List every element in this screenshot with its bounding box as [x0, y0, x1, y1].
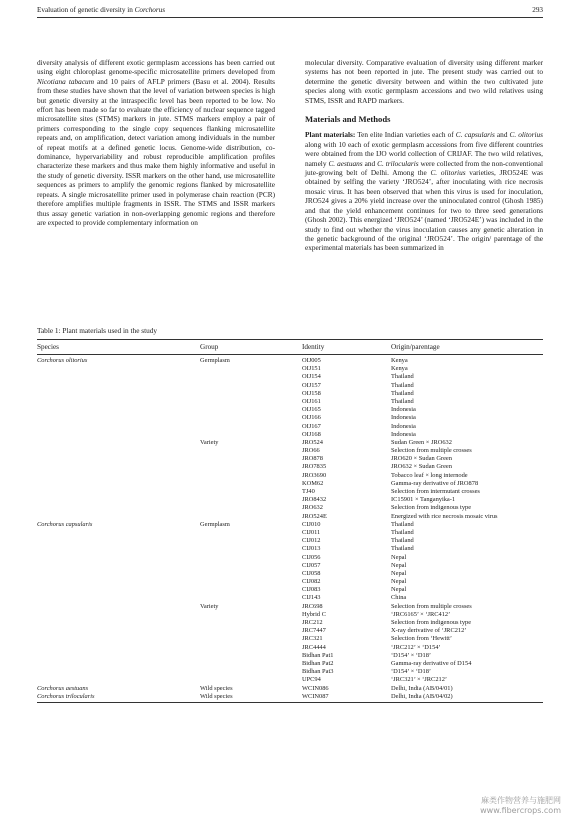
cell-identity: OIJ157: [302, 381, 321, 389]
cell-origin: Thailand: [391, 537, 414, 545]
page-number: 293: [532, 6, 543, 14]
cell-origin: ‘JRC212’ × ‘D154’: [391, 643, 441, 651]
cell-identity: JRO66: [302, 447, 320, 455]
header-group: Group: [200, 343, 219, 351]
table-row: [37, 603, 543, 611]
table-row: [37, 660, 543, 668]
running-title: Evaluation of genetic diversity in Corchorus: [37, 6, 166, 14]
table-row: [37, 627, 543, 635]
left-paragraph: diversity analysis of different exotic germplasm accessions has been carried out using eight chloroplast genome-specific microsatellite primers developed from Nicotiana tabacum and 10 pairs of AFLP primers (Basu et al. 2004). Results from these studies have shown that the level of variation between species is high but genetic diversity at the intraspecific level has been reported to be low. No effort has been made so far to evaluate the efficiency of nuclear sequence tagged microsatellite sites (STMS) markers in jute. STMS markers employ a pair of primers corresponding to the single copy sequences flanking microsatellite repeats and, on amplification, detect variation among individuals in the number of repeat motifs at a defined genetic locus. Genome-wide distribution, co-dominance, hypervariability and robust reproducible amplification profiles characterize these markers and thus make them highly informative and useful in the study of genetic diversity. ISSR markers on the other hand, use microsatellite sequences as primers to amplify the genomic regions flanked by microsatellite repeats. A single microsatellite primer used in polymerase chain reaction (PCR) therefore amplifies multiple fragments in ISSR. The STMS and ISSR markers thus assay genetic variation in non-overlapping genomic regions and therefore are expected to provide complementary information on: [37, 58, 275, 227]
table-row: [37, 398, 543, 406]
cell-identity: JRC7447: [302, 627, 326, 635]
cell-origin: Selection from indigenous type: [391, 619, 472, 626]
cell-identity: CIJ143: [302, 594, 321, 602]
cell-identity: JRO878: [302, 455, 323, 463]
cell-identity: OIJ154: [302, 373, 321, 381]
cell-origin: ‘JRC321’ × ‘JRC212’: [391, 676, 448, 684]
cell-group: Wild species: [200, 692, 233, 700]
cell-identity: CIJ010: [302, 520, 321, 528]
cell-identity: Bidhan Pat1: [302, 651, 334, 659]
cell-group: Variety: [200, 602, 219, 610]
cell-origin: Thailand: [391, 381, 414, 389]
cell-group: Germplasm: [200, 520, 230, 528]
cell-identity: Bidhan Pat2: [302, 659, 334, 667]
intro-paragraph-end: molecular diversity. Comparative evaluation of diversity using different marker systems has not been reported in jute. The present study was carried out to determine the genetic diversity between and within the two cultivated jute species along with exotic germplasm accessions and two wild relatives using STMS, ISSR and RAPD markers.: [305, 58, 543, 105]
cell-origin: JRO632 × Sudan Green: [391, 463, 452, 471]
cell-identity: JRC698: [302, 602, 323, 610]
header-species: Species: [37, 343, 59, 351]
left-column: [37, 58, 275, 227]
cell-group: Wild species: [200, 684, 233, 692]
cell-identity: WCIN086: [302, 684, 329, 692]
table-row: [37, 529, 543, 537]
table-row: [37, 562, 543, 570]
table-bottom-rule: [37, 702, 543, 703]
cell-identity: JRC212: [302, 619, 323, 626]
table-row: [37, 545, 543, 553]
cell-origin: Thailand: [391, 528, 414, 536]
site-watermark: [480, 796, 561, 816]
cell-identity: JRO7835: [302, 463, 327, 471]
cell-origin: Nepal: [391, 553, 407, 561]
table-row: [37, 463, 543, 471]
cell-identity: OIJ161: [302, 397, 321, 405]
table-row: [37, 644, 543, 652]
table-row: [37, 652, 543, 660]
table-row: [37, 414, 543, 422]
table-row: [37, 586, 543, 594]
cell-group: Germplasm: [200, 357, 230, 364]
cell-origin: Gamma-ray derivative of JRO878: [391, 479, 479, 487]
cell-group: Variety: [200, 438, 219, 446]
cell-origin: Kenya: [391, 357, 408, 364]
cell-identity: WCIN087: [302, 692, 329, 700]
cell-identity: OIJ158: [302, 389, 321, 397]
cell-identity: Hybrid C: [302, 610, 326, 618]
table-header-row: [37, 342, 543, 352]
right-column: [305, 58, 543, 253]
cell-identity: Bidhan Pat3: [302, 668, 334, 676]
cell-origin: Selection from intermutant crosses: [391, 488, 480, 495]
table-row: [37, 685, 543, 693]
table-row: [37, 455, 543, 463]
plant-materials-paragraph: Plant materials: Ten elite Indian varieties each of C. capsularis and C. olitorius along with 10 each of exotic germplasm accessions from five different countries were obtained from the IJO world collection of CRIJAF. The two wild relatives, namely C. aestuans and C. trilocularis were collected from the non-conventional jute-growing belt of Delhi. Among the C. olitorius varieties, JRO524E was obtained by selfing the variety ‘JRO524’, after inoculating with rice necrosis mosaic virus. It has been observed that when this virus is used for inoculation, JRO524 gives a 20% yield increase over the uninoculated control (Ghosh 1985) and that the yield enhancement continues for two to three seed generations (Ghosh 2002). This energized ‘JRO524’ (named ‘JRO524E’) was included in the study to find out whether the virus inoculation causes any genetic alteration in the genetic background of the original ‘JRO524’. The origin/ parentage of the experimental materials has been summarized in: [305, 130, 543, 253]
cell-identity: CIJ011: [302, 528, 321, 536]
cell-identity: CIJ012: [302, 537, 321, 545]
table-row: [37, 423, 543, 431]
cell-origin: Thailand: [391, 373, 414, 381]
cell-identity: KOM62: [302, 479, 324, 487]
cell-origin: Thailand: [391, 397, 414, 405]
cell-origin: Delhi, India (AB/04/01): [391, 684, 453, 692]
table-row: [37, 611, 543, 619]
cell-origin: IC15901 × Tanganyika-1: [391, 496, 456, 504]
cell-origin: Nepal: [391, 586, 407, 594]
cell-identity: JRC4444: [302, 643, 326, 651]
cell-identity: CIJ083: [302, 586, 321, 594]
table-row: [37, 554, 543, 562]
cell-identity: JRO524E: [302, 512, 327, 520]
table-row: [37, 537, 543, 545]
cell-origin: ‘JRC6165’ × ‘JRC412’: [391, 610, 451, 618]
cell-species: Corchorus capsularis: [37, 520, 93, 528]
cell-origin: Tobacco leaf × long internode: [391, 471, 468, 479]
section-title-materials-methods: Materials and Methods: [305, 114, 391, 125]
cell-origin: Indonesia: [391, 406, 416, 414]
table-row: [37, 357, 543, 365]
cell-identity: CIJ082: [302, 578, 321, 586]
cell-origin: ‘D154’ × ‘D18’: [391, 651, 432, 659]
cell-species: Corchorus aestuans: [37, 684, 89, 692]
table-row: [37, 578, 543, 586]
cell-origin: Nepal: [391, 561, 407, 569]
cell-origin: X-ray derivative of ‘JRC212’: [391, 627, 467, 635]
cell-identity: TJ40: [302, 488, 315, 495]
cell-origin: Indonesia: [391, 430, 416, 438]
table-row: [37, 504, 543, 512]
cell-origin: Kenya: [391, 365, 408, 373]
cell-identity: OIJ165: [302, 406, 321, 414]
table-row: [37, 594, 543, 602]
cell-species: Corchorus olitorius: [37, 357, 88, 364]
watermark-url: www.fibercrops.com: [480, 806, 561, 815]
header-rule: [37, 17, 543, 18]
cell-origin: Thailand: [391, 545, 414, 553]
table-row: [37, 439, 543, 447]
cell-identity: OIJ167: [302, 422, 321, 430]
cell-identity: CIJ057: [302, 561, 321, 569]
table-row: [37, 390, 543, 398]
cell-origin: Selection from multiple crosses: [391, 447, 472, 455]
table-row: [37, 488, 543, 496]
table-row: [37, 570, 543, 578]
cell-origin: ‘D154’ × ‘D18’: [391, 668, 432, 676]
cell-identity: OIJ166: [302, 414, 321, 422]
table-row: [37, 431, 543, 439]
cell-origin: Selection from ‘Hewitt’: [391, 635, 453, 643]
table-row: [37, 513, 543, 521]
cell-origin: Delhi, India (AB/04/02): [391, 692, 453, 700]
cell-origin: JRO620 × Sudan Green: [391, 455, 452, 463]
table-body: [37, 357, 543, 701]
cell-identity: UPC94: [302, 676, 321, 684]
cell-origin: Energized with rice necrosis mosaic virus: [391, 512, 498, 520]
cell-identity: JRO8432: [302, 496, 327, 504]
table-row: [37, 619, 543, 627]
table-row: [37, 373, 543, 381]
table-row: [37, 496, 543, 504]
table-row: [37, 521, 543, 529]
cell-origin: Thailand: [391, 520, 414, 528]
cell-origin: Selection from multiple crosses: [391, 602, 472, 610]
cell-identity: JRC321: [302, 635, 323, 643]
watermark-chinese: 麻类作物营养与施肥网: [481, 796, 561, 805]
cell-origin: Nepal: [391, 569, 407, 577]
plant-materials-table: [37, 339, 543, 703]
cell-identity: CIJ058: [302, 569, 321, 577]
cell-identity: OIJ168: [302, 430, 321, 438]
table-row: [37, 635, 543, 643]
table-row: [37, 668, 543, 676]
header-identity: Identity: [302, 343, 325, 351]
table-row: [37, 693, 543, 701]
cell-origin: China: [391, 594, 407, 602]
cell-origin: Sudan Green × JRO632: [391, 438, 452, 446]
table-header-rule: [37, 354, 543, 355]
cell-origin: Selection from indigenous type: [391, 504, 472, 512]
cell-origin: Indonesia: [391, 414, 416, 422]
cell-origin: Indonesia: [391, 422, 416, 430]
run-in-heading: Plant materials:: [305, 130, 356, 140]
cell-origin: Gamma-ray derivative of D154: [391, 659, 472, 667]
cell-identity: JRO524: [302, 438, 323, 446]
cell-origin: Thailand: [391, 389, 414, 397]
table-row: [37, 382, 543, 390]
table-row: [37, 472, 543, 480]
cell-identity: CIJ056: [302, 553, 321, 561]
cell-identity: CIJ013: [302, 545, 321, 553]
header-origin: Origin/parentage: [391, 343, 440, 351]
cell-identity: OIJ005: [302, 357, 321, 364]
table-caption: Table 1: Plant materials used in the study: [37, 326, 158, 335]
cell-species: Corchorus trilocularis: [37, 692, 95, 700]
cell-identity: JRO632: [302, 504, 323, 512]
cell-identity: JRO3690: [302, 471, 327, 479]
table-row: [37, 676, 543, 684]
table-row: [37, 365, 543, 373]
table-row: [37, 406, 543, 414]
cell-origin: Nepal: [391, 578, 407, 586]
table-row: [37, 480, 543, 488]
table-top-rule: [37, 339, 543, 340]
table-row: [37, 447, 543, 455]
cell-identity: OIJ151: [302, 365, 321, 373]
